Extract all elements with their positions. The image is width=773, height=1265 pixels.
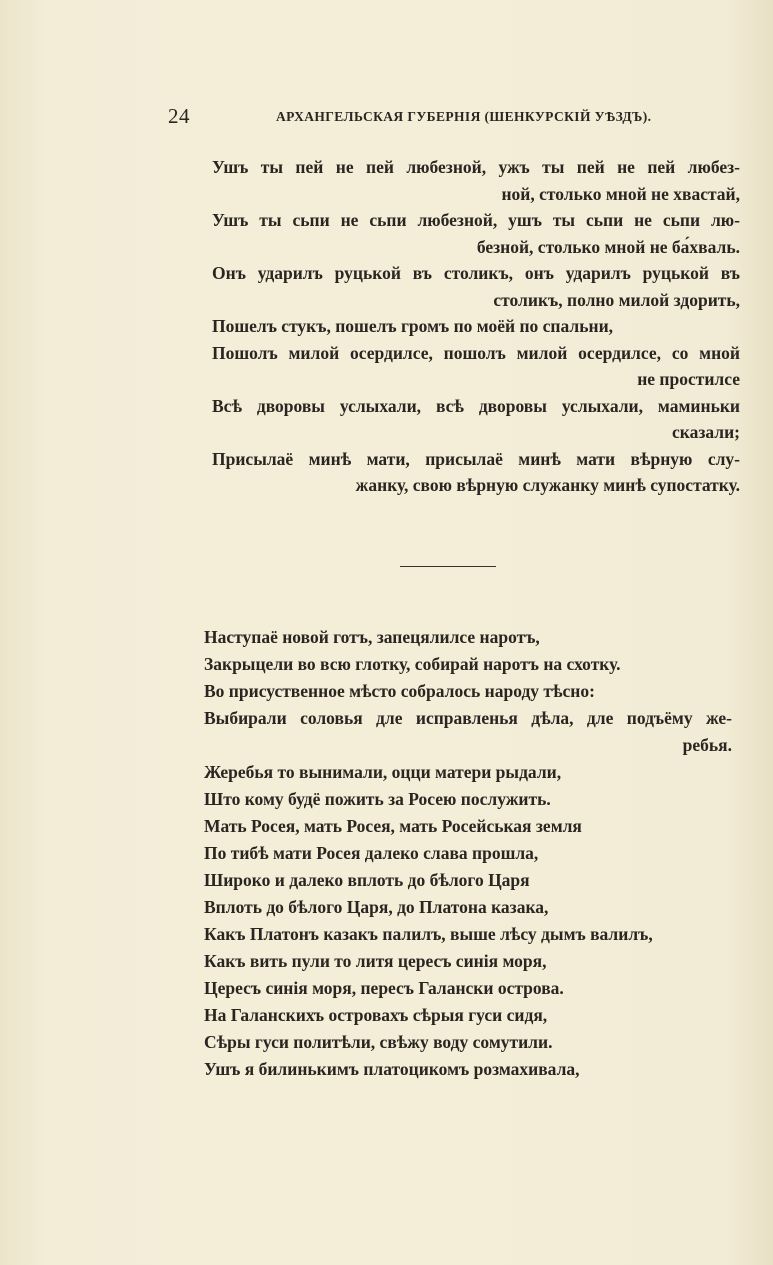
verse-line: Всѣ дворовы услыхали, всѣ дворовы услыхали, маминьки [212, 395, 740, 416]
verse-line: ребья. [682, 735, 732, 755]
verse-line: жанку, свою вѣрную служанку минѣ супостатку. [355, 475, 740, 495]
song-text-1 [212, 154, 740, 499]
verse-line: Што кому будё пожить за Росею послужить. [204, 789, 551, 809]
verse-line: Пошелъ стукъ, пошелъ громъ по моёй по спальни, [212, 316, 614, 336]
verse-line: Ушъ ты сьпи не сьпи любезной, ушъ ты сьпи не сьпи лю- [212, 210, 740, 230]
verse-line: Какъ Платонъ казакъ палилъ, выше лѣсу дымъ валилъ, [204, 924, 653, 944]
verse-line: Присылаё минѣ мати, присылаё минѣ мати вѣрную слу- [212, 448, 740, 469]
verse-line: столикъ, полно милой здорить, [493, 289, 740, 310]
verse-line: безной, столько мной не ба́хваль. [476, 236, 740, 257]
verse-line: Наступаё новой готъ, запецялилсе наротъ, [204, 627, 540, 647]
verse-line: Сѣры гуси политѣли, свѣжу воду сомутили. [204, 1032, 553, 1052]
verse-line: Закрыцели во всю глотку, собирай наротъ на схотку. [204, 654, 621, 674]
verse-line: ной, столько мной не хвастай, [501, 183, 740, 204]
verse-line: Цересъ синія моря, пересъ Галански острова. [204, 978, 564, 998]
verse-line: Широко и далеко вплоть до бѣлого Царя [204, 870, 530, 890]
section-divider [400, 566, 496, 567]
verse-line: Жеребья то вынимали, оцци матери рыдали, [204, 762, 562, 782]
verse-line: не простилсе [637, 369, 740, 389]
page-header [168, 104, 652, 134]
verse-line: На Галанскихъ островахъ сѣрыя гуси сидя, [204, 1005, 548, 1025]
verse-line: Мать Росея, мать Росея, мать Росейськая земля [204, 816, 582, 836]
verse-line: Пошолъ милой осердилсе, пошолъ милой осердилсе, со мной [212, 342, 740, 363]
page-number: 24 [168, 104, 190, 128]
verse-line: Выбирали соловья дле исправленья дѣла, дле подъёму же- [204, 708, 732, 728]
verse-line: Какъ вить пули то литя цересъ синія моря, [204, 951, 547, 971]
verse-line: По тибѣ мати Росея далеко слава прошла, [204, 843, 539, 863]
verse-line: Ушъ я билинькимъ платоцикомъ розмахивала, [204, 1059, 580, 1079]
verse-line: сказали; [671, 422, 740, 442]
song-text-2 [204, 624, 732, 1083]
verse-line: Вплоть до бѣлого Царя, до Платона казака, [204, 897, 549, 917]
verse-line: Ушъ ты пей не пей любезной, ужъ ты пей не пей любез- [212, 157, 740, 177]
running-title: АРХАНГЕЛЬСКАЯ ГУБЕРНІЯ (ШЕНКУРСКІЙ УѢЗДЪ). [276, 109, 652, 124]
verse-line: Онъ ударилъ руцькой въ столикъ, онъ ударилъ руцькой въ [212, 263, 740, 283]
verse-line: Во присуственное мѣсто собралось народу тѣсно: [204, 681, 595, 701]
